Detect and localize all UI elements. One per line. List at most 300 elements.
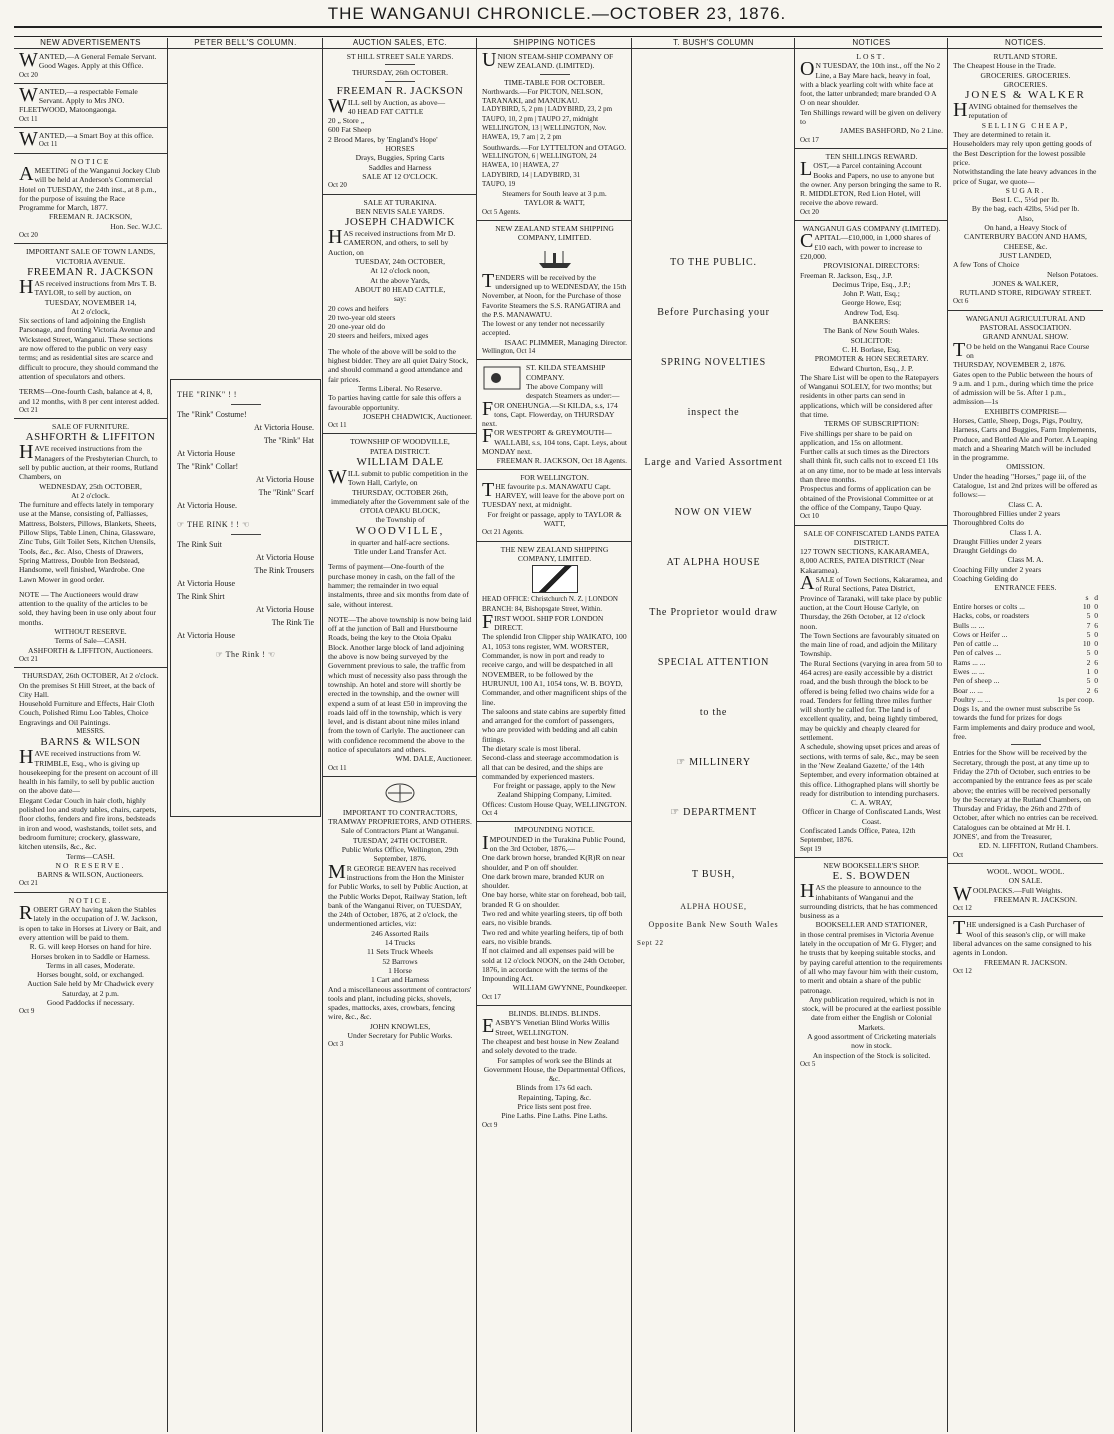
fee-pence: 6 xyxy=(1094,685,1098,695)
masthead-rule-lower xyxy=(14,36,1102,37)
fee-header-d: d xyxy=(1094,592,1098,602)
bush-proprietor: T BUSH, xyxy=(691,869,736,880)
timetable-row: WELLINGTON, 6 | WELLINGTON, 24 xyxy=(482,151,597,160)
ad-text: At the above Yards, xyxy=(370,275,430,285)
ad-date: Oct 9 xyxy=(19,1007,35,1016)
ad-heading: NEW ZEALAND STEAM SHIPPING COMPANY, LIMITED. xyxy=(495,224,614,243)
ad-text: Farm implements and dairy produce and wool, free. xyxy=(953,722,1095,742)
ad-text: HAS the pleasure to announce to the inhabitants of Wanganui and the surrounding districts, that he has commenced business as a xyxy=(800,880,938,921)
ad-text: Freeman R. Jackson, Esq., J.P. xyxy=(800,270,893,280)
ad-signature: ISAAC PLIMMER, Managing Director. xyxy=(504,337,627,347)
ad-text: MESSRS. xyxy=(76,727,105,735)
column-heading: NEW ADVERTISEMENTS xyxy=(14,38,167,49)
ad-text: Auction Sale held by Mr Chadwick every Saturday, at 2 p.m. xyxy=(27,979,154,998)
ad-text: WANTED,—a respectable Female Servant. Apply to Mrs JNO. FLEETWOOD, Matoongaonga. xyxy=(19,83,138,115)
ad-date: Oct 12 xyxy=(953,904,972,913)
column-heading: NOTICES xyxy=(795,38,948,49)
column-new-advertisements xyxy=(14,38,167,1432)
ad-date: Sept 22 xyxy=(637,939,664,947)
ad-signature: WILLIAM GWYNNE, Poundkeeper. xyxy=(512,983,627,993)
fee-label: Poultry ... ... xyxy=(953,694,991,704)
ad-text: HEAD OFFICE: Christchurch N. Z. | LONDON BRANCH: 84, Bishopsgate Street, Within. xyxy=(482,595,618,613)
fee-row xyxy=(953,676,1098,685)
ad-date: Oct 12 xyxy=(953,966,972,975)
ad-text: Six sections of land adjoining the English Parsonage, and fronting Victoria Avenue and Wicksteed Street, Wanganui. These sections are now offered to the public on very easy terms; and as residential sites are scarce and difficult to procure, they should command the attention of speculators and others. xyxy=(19,316,159,381)
ad-text: JUST LANDED, xyxy=(999,250,1052,260)
fee-pence: 6 xyxy=(1094,657,1098,667)
rink-location: At Victoria House xyxy=(255,475,314,484)
rink-location: At Victoria House xyxy=(177,449,236,458)
fee-pence: 0 xyxy=(1094,648,1098,658)
ad-text: in quarter and half-acre sections. xyxy=(350,537,450,547)
ad-subheading: BANKERS: xyxy=(852,317,891,327)
ad-heading: SALE AT TURAKINA. xyxy=(363,197,437,207)
ad-heading: TEN SHILLINGS REWARD. xyxy=(825,151,918,161)
ad-terms: Terms—CASH. xyxy=(66,851,115,861)
rink-heading: ☞ The Rink ! ☜ xyxy=(215,650,276,659)
ad-text: ON TUESDAY, the 10th inst., off the No 2 Line, a Bay Mare hack, heavy in foal, with a black yearling colt with white face at foot, the latter unbranded; mare branded O A O on near shoulder. xyxy=(800,58,941,108)
ad-note: WITHOUT RESERVE. xyxy=(54,627,127,637)
ad-signature: JOSEPH CHADWICK, Auctioneer. xyxy=(362,411,472,421)
ad-text: Price lists sent post free. xyxy=(517,1101,592,1111)
ad-subheading: PATEA DISTRICT. xyxy=(370,446,430,456)
ad-date: Wellington, Oct 14 xyxy=(482,347,536,356)
ad-subheading: SUGAR. xyxy=(1005,185,1046,195)
ad-signature: C. A. WRAY, xyxy=(850,798,892,808)
ad-date: Oct xyxy=(953,850,964,859)
ad-date: Oct 20 xyxy=(328,181,347,190)
ad-date: Oct 21 xyxy=(19,879,38,888)
masthead-title: THE WANGANUI CHRONICLE.—OCTOBER 23, 1876. xyxy=(327,4,787,23)
ad-heading: WOOL. WOOL. WOOL. xyxy=(986,866,1065,876)
ad-text: R. G. will keep Horses on hand for hire. xyxy=(29,942,152,952)
ad-date: Oct 11 xyxy=(328,421,347,430)
fee-row xyxy=(953,621,1098,630)
ad-lot: 20 „ Store „ xyxy=(328,116,365,126)
ad-heading: IMPOUNDING NOTICE. xyxy=(514,825,595,835)
fee-shillings: 5 xyxy=(1086,648,1091,658)
timetable-row: HAWEA, 10 | HAWEA, 27 xyxy=(482,161,559,170)
ad-date-line: TUESDAY, 24th OCTOBER, xyxy=(354,257,446,267)
ad-lot: 246 Assorted Rails xyxy=(371,928,429,938)
ad-text: Public Works Office, Wellington, 29th September, 1876. xyxy=(341,845,459,864)
ad-subheading: BOOKSELLER AND STATIONER, xyxy=(815,920,928,930)
ad-text: Coaching Gelding do xyxy=(953,574,1018,584)
ad-date-line: WEDNESDAY, 25th OCTOBER, xyxy=(39,481,142,491)
ad-heading: WANGANUI AGRICULTURAL AND PASTORAL ASSOCIATION. xyxy=(965,313,1086,333)
ad-text: John P. Watt, Esq.; xyxy=(843,289,900,299)
fee-label: Boar ... ... xyxy=(953,685,983,695)
ad-text: A good assortment of Cricketing materials now in stock. xyxy=(807,1031,936,1051)
steamship-icon xyxy=(535,245,575,271)
ad-date: Oct 20 xyxy=(800,207,819,216)
column-heading: AUCTION SALES, ETC. xyxy=(323,38,477,49)
ad-lot: ABOUT 80 HEAD CATTLE, xyxy=(354,284,446,294)
ad-lot: Two red and white yearling heifers, tip of both ears, no visible brands. xyxy=(482,927,624,946)
ad-lot: 1 Cart and Harness xyxy=(371,975,429,985)
ad-text: Andrew Tod, Esq. xyxy=(843,307,899,317)
ad-subheading: VICTORIA AVENUE. xyxy=(55,256,126,266)
ad-lot: 20 two-year old steers xyxy=(328,312,396,322)
rink-heading: THE "RINK" ! ! xyxy=(177,390,237,399)
ad-date: Oct 17 xyxy=(800,135,819,144)
ad-date: Oct 21 xyxy=(19,654,38,663)
ad-signature: ASHFORTH & LIFFITON, Auctioneers. xyxy=(28,645,153,655)
ad-text: MR GEORGE BEAVEN has received instructions from the Hon the Minister for Public Works, to sell by Public Auction, at the Public Works Depot, Railway Station, left bank of the Wanganui River, on TUESDAY, the 24th of October, 1876, at 2 o'clock, the undermentioned articles, viz: xyxy=(328,860,468,929)
ad-text: Under the heading "Horses," page iii, of the Catalogue, 1st and 2nd prizes will be offered as follows:— xyxy=(953,471,1098,500)
ad-text: Title under Land Transfer Act. xyxy=(353,547,447,557)
ad-text: CAPITAL—£10,000, in 1,000 shares of £10 each, with power to increase to £20,000. xyxy=(800,230,931,261)
timetable-row: LADYBIRD, 5, 2 pm | LADYBIRD, 23, 2 pm xyxy=(482,105,613,114)
ad-heading: ST. KILDA STEAMSHIP COMPANY. xyxy=(526,363,606,382)
ad-text: The saloons and state cabins are superbly fitted and arranged for the comfort of passengers, who are provided with bedding and all cabin fittings. xyxy=(482,706,626,744)
ad-text: TO be held on the Wanganui Race Course on xyxy=(953,338,1090,361)
ad-text: say: xyxy=(393,294,407,304)
ad-auctioneer: FREEMAN R. JACKSON xyxy=(27,265,154,278)
ad-auctioneer: FREEMAN R. JACKSON xyxy=(336,84,464,97)
ad-date-line: TUESDAY, NOVEMBER 14, xyxy=(44,297,137,307)
ad-signature: Hon. Sec. W.J.C. xyxy=(110,221,162,231)
ad-heading: TIME-TABLE FOR OCTOBER. xyxy=(504,77,605,87)
ad-text: On the premises St Hill Street, at the back of City Hall. xyxy=(19,680,155,699)
ad-text: Entries for the Show will be received by the Secretary, through the post, at any time up to Friday the 27th of October, such entries to be accompanied by the entrance fees as per scale above; the entries will be received personally by the Secretary at the Rutland Chambers, on Thursday and Friday, the 26th and 27th of October, after which no entries can be received. xyxy=(953,748,1098,823)
ad-text: Draught Fillies under 2 years xyxy=(953,536,1042,546)
bush-line: Large and Varied Assortment xyxy=(644,457,783,468)
ad-date: Oct 20 xyxy=(19,70,38,79)
ad-heading: NOTICE. xyxy=(68,895,113,905)
rink-item: The Rink Trousers xyxy=(254,566,314,575)
ad-text: The lowest or any tender not necessarily accepted. xyxy=(482,319,605,338)
rink-location: At Victoria House xyxy=(177,631,236,640)
ad-signature: FREEMAN R. JACKSON. xyxy=(993,894,1077,904)
ad-text: FOR ONEHUNGA.—St KILDA, s.s, 174 tons, Capt. Flowerday, on THURSDAY next. xyxy=(482,397,618,429)
bush-line: inspect the xyxy=(687,407,740,418)
fee-row xyxy=(953,611,1098,620)
ad-text: Elegant Cedar Couch in hair cloth, highly polished loo and study tables, chairs, carpets, floor cloths, fenders and fire irons, bedsteads in iron and wood, washstands, toilet sets, and bedroom furniture; crockery, glassware, kitchen utensils, &c., &c. xyxy=(19,795,157,852)
ad-text: Class I. A. xyxy=(1009,527,1042,537)
ad-terms: Terms of payment—One-fourth of the purchase money in cash, on the fall of the hammer; the remainder in two equal instalments, three and six months from date of sale, without interest. xyxy=(328,562,469,609)
rink-item: The Rink Tie xyxy=(271,618,314,627)
ad-text: If not claimed and all expenses paid will be sold at 12 o'clock NOON, on the 24th October, 1876, in accordance with the terms of the Impounding Act. xyxy=(482,946,625,984)
ad-date: Oct 11 xyxy=(19,114,38,123)
ad-text: The Cheapest House in the Trade. xyxy=(953,61,1056,71)
fee-pence: 0 xyxy=(1094,667,1098,676)
ad-auctioneer: JOSEPH CHADWICK xyxy=(345,216,455,229)
ad-heading: NEW BOOKSELLER'S SHOP. xyxy=(823,860,920,870)
ad-text: Southwards.—For LYTTELTON and OTAGO. xyxy=(482,142,627,152)
ad-text: IMPOUNDED in the Turakina Public Pound, on the 3rd October, 1876,— xyxy=(482,831,626,854)
bush-line: Before Purchasing your xyxy=(657,307,770,318)
column-heading: PETER BELL'S COLUMN. xyxy=(168,38,323,49)
bush-line: The Proprietor would draw xyxy=(649,607,778,618)
ad-lot: 14 Trucks xyxy=(384,938,416,948)
ad-text: Thoroughbred Colts do xyxy=(953,518,1024,528)
fee-row xyxy=(953,648,1098,657)
ad-text: Five shillings per share to be paid on application, and 15s on allotment. xyxy=(800,428,912,447)
ad-time: At 2 o'clock. xyxy=(71,490,110,500)
ad-date: Oct 5 xyxy=(800,1059,816,1068)
ad-signature: TAYLOR & WATT, xyxy=(524,198,585,208)
ad-lot: One dark brown mare, branded KUR on shoulder. xyxy=(482,871,605,891)
fee-pence: 0 xyxy=(1094,601,1098,611)
ad-text: Decimus Tripe, Esq., J.P.; xyxy=(832,279,911,289)
ad-text: Repainting, Taping, &c. xyxy=(518,1092,591,1102)
ad-note: NO RESERVE. xyxy=(55,860,126,870)
ad-text: For freight or passage, apply to the New Zealand Shipping Company, Limited. xyxy=(493,781,616,800)
ad-subheading: TERMS OF SUBSCRIPTION: xyxy=(824,419,919,429)
fee-row xyxy=(953,658,1098,667)
fee-row xyxy=(953,667,1098,676)
fee-row xyxy=(953,695,1098,704)
fee-row xyxy=(953,639,1098,648)
ad-text: For freight or passage, apply to TAYLOR & WATT, xyxy=(487,509,622,529)
ad-date-line: THURSDAY, OCTOBER 26th, xyxy=(351,487,449,497)
ad-text: The furniture and effects lately in temporary use at the Manse, consisting of, Palliasses, Mattress, Bolsters, Pillows, Blankets, Sheets, Pillow Slips, Table Linen, China, Glassware, Zinc Tubs, Gilt Toilet Sets, Kitchen Utensils, Tools, &c., &c. Also, Chests of Drawers, Spring Mattress, Double Iron Bedstead, Handsome, well finished, Wardrobe. One Lawn Mower in good order. xyxy=(19,500,157,584)
fee-shillings: 1 xyxy=(1086,667,1091,676)
ad-text: Northwards.—For PICTON, NELSON, TARANAKI, and MANUKAU. xyxy=(482,86,603,106)
bush-line: NOW ON VIEW xyxy=(674,507,753,518)
ad-text: Edward Churton, Esq., J. P. xyxy=(829,363,914,373)
fee-pence: 0 xyxy=(1094,611,1098,621)
ad-text: Notwithstanding the late heavy advances in the price of Sugar, we quote— xyxy=(953,167,1097,186)
fee-label: Pen of sheep ... xyxy=(953,676,1000,686)
ad-signature: JAMES BASHFORD, No 2 Line. xyxy=(840,126,943,136)
fee-shillings: 5 xyxy=(1086,611,1091,621)
ad-lot: 1 Horse xyxy=(388,965,412,975)
ad-text: An inspection of the Stock is solicited. xyxy=(812,1050,931,1060)
rink-location: At Victoria House xyxy=(255,605,314,614)
fee-pence: 0 xyxy=(1094,639,1098,649)
rink-location: At Victoria House xyxy=(255,553,314,562)
fee-row xyxy=(953,686,1098,695)
rink-item: The "Rink" Costume! xyxy=(177,410,247,419)
ad-text: Second-class and steerage accommodation is all that can be desired, and the ships are commanded by experienced masters. xyxy=(482,753,619,781)
ad-heading: IMPORTANT SALE OF TOWN LANDS, xyxy=(25,247,156,257)
fee-label: Hacks, cobs, or roadsters xyxy=(953,611,1030,621)
ad-lot: 600 Fat Sheep xyxy=(328,125,372,135)
fee-row xyxy=(953,630,1098,639)
ad-time: At 12 o'clock noon, xyxy=(370,266,430,276)
ad-date: Oct 20 xyxy=(19,231,38,240)
ad-text: LOST,—a Parcel containing Account Books and Papers, no use to anyone but the owner. Any person bringing the same to R. R. MIDDLETON, Red Lion Hotel, will receive the above reward. xyxy=(800,158,942,208)
ad-text: CANTERBURY BACON AND HAMS, xyxy=(964,232,1087,242)
ad-text: immediately after the Government sale of the xyxy=(331,496,469,506)
ad-heading: THE NEW ZEALAND SHIPPING COMPANY, LIMITED. xyxy=(500,544,609,563)
ad-auctioneer: ASHFORTH & LIFFITON xyxy=(25,431,156,444)
column-shipping-notices xyxy=(476,38,632,1432)
ad-date: Oct 11 xyxy=(38,140,58,149)
ad-date: Oct 6 xyxy=(953,297,969,306)
column-peter-bell xyxy=(167,38,323,1432)
ad-text: The Bank of New South Wales. xyxy=(823,326,920,336)
ad-text: Prospectus and forms of application can be obtained of the Provisional Committee or at the office of the Company, Taupo Quay. xyxy=(800,484,934,512)
fee-header-row xyxy=(953,593,1098,602)
bush-line: SPECIAL ATTENTION xyxy=(657,657,770,668)
ad-subheading: PROMOTER & HON SECRETARY. xyxy=(814,354,929,364)
rink-item: The "Rink" Hat xyxy=(263,436,314,445)
ad-heading: LOST. xyxy=(856,52,887,61)
ad-text: Any publication required, which is not in stock, will be procured at the earliest possible date from either the English or Colonial Markets. xyxy=(802,994,941,1032)
fee-row xyxy=(953,602,1098,611)
ad-signature: Under Secretary for Public Works. xyxy=(347,1031,453,1041)
fee-pence: 0 xyxy=(1094,676,1098,686)
rink-item: The "Rink" Collar! xyxy=(177,462,239,471)
ad-text: A few Tons of Choice xyxy=(953,260,1020,270)
ad-text: A schedule, showing upset prices and areas of sections, with terms of sale, &c., may be seen in the 'New Zealand Gazette,' of the 14th September, and every information obtained at this office. Lithographed plans will shortly be ready for distribution to intending purchasers. xyxy=(800,742,940,798)
ad-text: in those central premises in Victoria Avenue lately in the occupation of Mr G. Flyger; and he trusts that by keeping suitable stocks, and by paying careful attention to the requirements of all who may favour him with their custom, to merit and obtain a share of the public patronage. xyxy=(800,929,943,995)
bush-line: AT ALPHA HOUSE xyxy=(666,557,761,568)
ad-date: Oct 21 xyxy=(19,405,38,414)
ad-signature: BARNS & WILSON, Auctioneers. xyxy=(37,870,144,880)
ad-date: Oct 10 xyxy=(800,512,819,521)
fee-label: Cows or Heifer ... xyxy=(953,629,1008,639)
column-notices xyxy=(794,38,948,1432)
fee-shillings: 5 xyxy=(1086,676,1091,686)
ad-date-line: THURSDAY, 26th OCTOBER. xyxy=(351,68,449,78)
bush-line: SPRING NOVELTIES xyxy=(661,357,766,368)
ad-text: The above Company will despatch Steamers as under:— xyxy=(526,381,620,401)
rink-item: The Rink Shirt xyxy=(177,592,225,601)
ad-heading: IMPORTANT TO CONTRACTORS, TRAMWAY PROPRIETORS, AND OTHERS. xyxy=(328,807,472,827)
ad-text: Offices: Custom House Quay, WELLINGTON. xyxy=(482,799,627,809)
ad-text: Terms in all cases, Moderate. xyxy=(46,960,135,970)
ad-heading: WANGANUI GAS COMPANY (LIMITED). xyxy=(802,224,941,234)
price-line: By the bag, each 42lbs, 5¼d per lb. xyxy=(971,204,1080,214)
ad-text: WANTED,—a Smart Boy at this office. xyxy=(19,128,154,151)
rink-location: At Victoria House xyxy=(177,579,236,588)
ad-subheading: PROVISIONAL DIRECTORS: xyxy=(823,261,920,271)
fee-shillings: 2 xyxy=(1086,657,1091,667)
rink-item: The "Rink" Scarf xyxy=(258,488,314,497)
ad-note: NOTE — The Auctioneers would draw attention to the quality of the articles to be sold, they having been in use only about four months. xyxy=(19,589,156,627)
column-notices-right xyxy=(947,38,1103,1432)
ad-lot: Two red and white yearling steers, tip off both ears, no visible brands. xyxy=(482,909,623,928)
ad-text: HAS received instructions from Mrs T. B. TAYLOR, to sell by auction, on xyxy=(19,275,157,298)
ad-text: And a miscellaneous assortment of contractors' tools and plant, including picks, shovels, spades, mattocks, axes, crowbars, fencing wire, &c., &c. xyxy=(328,984,472,1022)
company-flag-icon xyxy=(482,365,522,391)
ad-text: Further calls at such times as the Directors shall think fit, such calls not to exceed £1 10s at on any time, nor to be made at less intervals than three months. xyxy=(800,447,942,485)
fee-label: Bulls ... ... xyxy=(953,620,985,630)
ad-text: Catalogues can be obtained at Mr H. I. JONES', and from the Treasurer, xyxy=(953,822,1071,842)
ad-signature: RUTLAND STORE, RIDGWAY STREET. xyxy=(959,288,1092,298)
fee-label: Pen of calves ... xyxy=(953,648,1002,658)
ad-date: Sept 19 xyxy=(800,844,822,853)
ad-signature: FREEMAN R. JACKSON, Oct 18 Agents. xyxy=(496,456,627,466)
ad-date-line: TUESDAY, 24TH OCTOBER. xyxy=(352,835,448,845)
ad-text: THE undersigned is a Cash Purchaser of Wool of this season's clip, or will make liberal advances on the same consigned to his agents in London. xyxy=(953,917,1092,958)
bush-address: ALPHA HOUSE, xyxy=(680,902,747,911)
ad-text: Household Furniture and Effects, Hair Cloth Couch, Polished Rimu Loo Tables, Choice Engravings and Oil Paintings. xyxy=(19,699,155,727)
ad-text: Horses, Cattle, Sheep, Dogs, Pigs, Poultry, Harness, Carts and Buggies, Farm Implements, Produce, and Bottled Ale and Porter. A Leaping match and a Shearing Match will be included in the programme. xyxy=(953,415,1098,463)
ad-text: WOODVILLE, xyxy=(355,524,445,537)
ad-heading: RUTLAND STORE. xyxy=(993,52,1058,61)
ad-proprietor: JONES & WALKER xyxy=(965,89,1086,102)
ad-text: Class M. A. xyxy=(1007,555,1044,565)
ad-date-line: THURSDAY, 26th OCTOBER, At 2 o'clock. xyxy=(22,671,159,681)
ad-lot: One bay horse, white star on forehead, bob tail, branded R G on shoulder. xyxy=(482,890,627,909)
ad-text: WOOLPACKS.—Full Weights. xyxy=(953,882,1063,905)
rink-location: At Victoria House. xyxy=(177,501,238,510)
ad-text: For samples of work see the Blinds at Government House, the Departmental Offices, &c. xyxy=(483,1055,626,1084)
ad-subheading: SOLICITOR: xyxy=(850,335,893,345)
rink-advert-box xyxy=(170,379,321,817)
ad-text: Ten Shillings reward will be given on delivery to xyxy=(800,107,941,127)
fee-header-s: s xyxy=(1085,592,1089,602)
ad-text: The splendid Iron Clipper ship WAIKATO, 100 A1, 1053 tons register, WM. WORSTER, Commander, is now in port and ready to receive cargo, and will be despatched in all NOVEMBER, to be followed by the HURUNUI, 100 A1, 1054 tons, W. B. BOYD, Commander, and other magnificent ships of the line. xyxy=(482,632,627,707)
ad-lot: 20 cows and heifers xyxy=(328,303,389,313)
ad-lot: 11 Sets Truck Wheels xyxy=(366,947,434,957)
ad-lot: Saddles and Harness xyxy=(368,162,432,172)
ad-text: HAS received instructions from Mr D. CAMERON, and others, to sell by Auction, on xyxy=(328,226,456,257)
ad-lot: Drays, Buggies, Spring Carts xyxy=(355,153,445,163)
ad-signature: JONES & WALKER, xyxy=(992,278,1059,288)
fee-shillings: 10 xyxy=(1082,639,1091,649)
ad-text: Confiscated Lands Office, Patea, 12th September, 1876. xyxy=(800,826,916,845)
ad-heading: ST HILL STREET SALE YARDS. xyxy=(346,52,454,61)
ad-heading: FOR WELLINGTON. xyxy=(520,472,589,482)
rink-location: At Victoria House. xyxy=(253,423,314,432)
crest-emblem-icon xyxy=(380,780,420,806)
ad-proprietor: E. S. BOWDEN xyxy=(832,870,911,883)
ad-auctioneer: BARNS & WILSON xyxy=(40,736,141,749)
ad-date: Oct 4 xyxy=(482,809,498,818)
ad-date: Oct 9 xyxy=(482,1120,498,1129)
timetable-row: WELLINGTON, 13 | WELLINGTON, Nov. xyxy=(482,124,607,133)
ad-signature: WM. DALE, Auctioneer. xyxy=(395,754,472,764)
timetable-row: TAUPO, 19 xyxy=(482,179,516,188)
ad-text: C. H. Borlase, Esq. xyxy=(842,344,901,354)
ad-text: GROCERIES. GROCERIES. xyxy=(980,70,1071,80)
ad-text: GROCERIES. xyxy=(1003,79,1048,89)
ad-date-line: THURSDAY, NOVEMBER 2, 1876. xyxy=(953,360,1066,370)
ad-text: ROBERT GRAY having taken the Stables lately in the occupation of J. W. Jackson, is open to take in Horses at Livery or Bait, and every attention will be paid to them. xyxy=(19,902,161,942)
ad-subheading: EXHIBITS COMPRISE— xyxy=(984,406,1067,416)
ad-text: SELLING CHEAP, xyxy=(981,120,1070,130)
bush-line: ☞ DEPARTMENT xyxy=(670,807,757,818)
ad-signature: ED. N. LIFFITON, Rutland Chambers. xyxy=(978,841,1098,851)
ad-text: Good Paddocks if necessary. xyxy=(46,998,135,1008)
ad-heading: SALE OF CONFISCATED LANDS PATEA DISTRICT. xyxy=(803,528,940,547)
ad-lot: 20 one-year old do xyxy=(328,322,386,332)
ad-text: To parties having cattle for sale this offers a favourable opportunity. xyxy=(328,393,462,412)
column-auction-sales xyxy=(322,38,477,1432)
ad-lot: HORSES xyxy=(385,144,415,154)
ad-text: Pine Laths. Pine Laths. Pine Laths. xyxy=(501,1111,608,1121)
ad-text: HAVE received instructions from W. TRIMBLE, Esq., who is giving up housekeeping for the present on account of ill health in his family, to sell by public auction on the above date— xyxy=(19,746,158,796)
ad-text: FOR WESTPORT & GREYMOUTH—WALLABI, s.s, 104 tons, Capt. Leys, about MONDAY next. xyxy=(482,425,628,456)
ad-time: At 2 o'clock, xyxy=(71,306,110,316)
ad-text: THE favourite p.s. MANAWATU Capt. HARVEY, will leave for the above port on TUESDAY next, at midnight. xyxy=(482,478,625,510)
fee-label: Ewes ... ... xyxy=(953,667,985,676)
ad-date: Oct 17 xyxy=(482,992,501,1001)
ad-lot: 20 steers and heifers, mixed ages xyxy=(328,331,429,341)
ad-terms: TERMS—One-fourth Cash, balance at 4, 8, and 12 months, with 8 per cent interest added. xyxy=(19,387,160,406)
ad-date: Oct 5 Agents. xyxy=(482,207,521,216)
ad-date: Oct 11 xyxy=(328,763,347,772)
ad-subheading: OMISSION. xyxy=(1006,462,1045,472)
ad-text: ASALE of Town Sections, Kakaramea, and of Rural Sections, Patea District, Province of Taranaki, will take place by public auction, at the Court House Carlyle, on Thursday, the 26th October, at 12 o'clock noon. xyxy=(800,572,943,631)
ad-text: On hand, a Heavy Stock of xyxy=(984,223,1067,233)
ad-heading: BEN NEVIS SALE YARDS. xyxy=(355,206,445,216)
nzsco-flag-icon xyxy=(532,565,578,593)
fee-label: Pen of cattle ... xyxy=(953,639,999,649)
ad-text: TENDERS will be received by the undersigned up to WEDNESDAY, the 15th November, at Noon, for the Purchase of those Favorite Steamers the S.S. RANGATIRA and the P.S. MANAWATU. xyxy=(482,269,627,319)
masthead-rule xyxy=(14,26,1102,28)
ad-text: The Town Sections are favourably situated on the main line of road, and adjoin the Military Township. xyxy=(800,630,940,659)
ad-signature: FREEMAN R. JACKSON, xyxy=(48,212,133,222)
ad-text: AMEETING of the Wanganui Jockey Club will be held at Anderson's Commercial Hotel on TUESDAY, the 24th inst., at 8 p.m., for the purpose of issuing the Race Programme for March, 1877. xyxy=(19,162,161,213)
ad-note: NOTE—The above township is now being laid off at the junction of Ball and Hurstbourne Roads, being the key to the Otoia Opaku Block. Another large block of land adjoining the above is now being surveyed by the Government previous to sale, the traffic from which must of necessity also pass through the township. An hotel and store will shortly be erected in the township, and the owner will expend a sum of at least £50 in improving the roads laid off in the township, which is very level, and is distant about nine miles inland from the town of Carlyle. The auctioneer can with confidence recommend the above to the notice of speculators and others. xyxy=(328,614,472,754)
